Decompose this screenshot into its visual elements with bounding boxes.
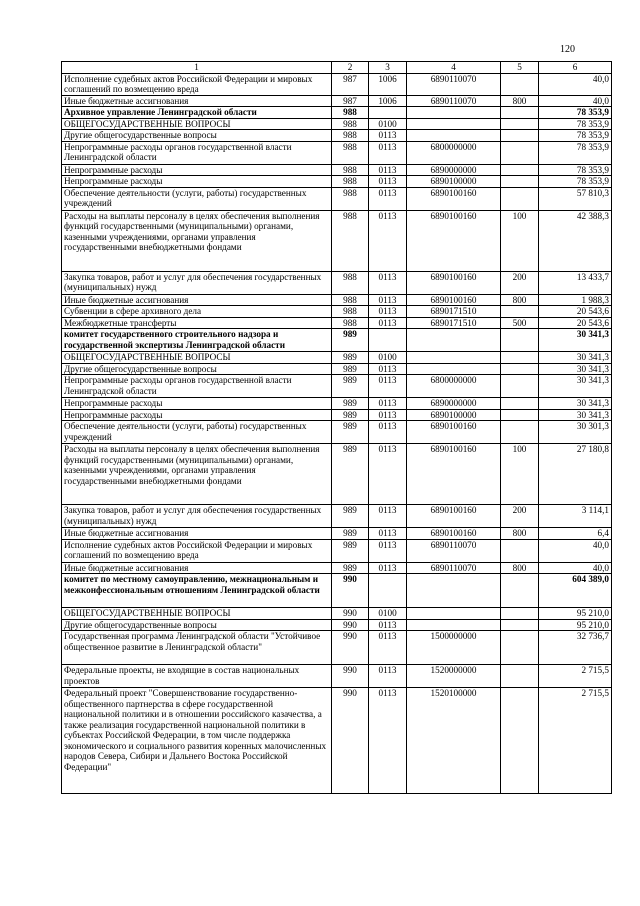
row-target-cell: 6890171510	[407, 306, 501, 318]
row-code-cell: 988	[332, 176, 369, 188]
row-name-cell: Непрограммные расходы	[62, 398, 332, 410]
row-name-cell: Расходы на выплаты персоналу в целях обеспечения выполнения функций государственными (муниципальными) органами, казенными учреждениями, органами управления государственными внебюджетными фондами	[62, 210, 332, 271]
row-section-cell: 0113	[369, 665, 407, 688]
row-code-cell: 990	[332, 619, 369, 631]
table-row	[62, 130, 612, 142]
column-header: 6	[539, 62, 612, 74]
row-amount-cell: 30 341,3	[539, 352, 612, 364]
row-target-cell	[407, 363, 501, 375]
table-row	[62, 363, 612, 375]
row-code-cell: 989	[332, 444, 369, 505]
row-expense-type-cell: 800	[501, 294, 539, 306]
row-expense-type-cell	[501, 187, 539, 210]
row-target-cell: 6890110070	[407, 73, 501, 95]
row-amount-cell: 20 543,6	[539, 306, 612, 318]
row-section-cell: 0113	[369, 421, 407, 444]
row-target-cell: 6890110070	[407, 539, 501, 562]
row-code-cell: 989	[332, 352, 369, 364]
row-target-cell: 1520100000	[407, 688, 501, 794]
row-name-cell: Непрограммные расходы	[62, 164, 332, 176]
row-name-cell: Федеральные проекты, не входящие в состав национальных проектов	[62, 665, 332, 688]
row-section-cell: 0113	[369, 271, 407, 294]
table-row	[62, 95, 612, 107]
row-amount-cell: 604 389,0	[539, 574, 612, 608]
row-name-cell: Непрограммные расходы органов государственной власти Ленинградской области	[62, 141, 332, 164]
row-expense-type-cell	[501, 665, 539, 688]
row-expense-type-cell	[501, 631, 539, 665]
row-code-cell: 989	[332, 539, 369, 562]
row-amount-cell: 30 341,3	[539, 398, 612, 410]
row-expense-type-cell	[501, 619, 539, 631]
table-row-section	[62, 574, 612, 608]
row-code-cell: 988	[332, 317, 369, 329]
table-row	[62, 562, 612, 574]
table-row	[62, 210, 612, 271]
row-target-cell	[407, 352, 501, 364]
row-code-cell: 989	[332, 409, 369, 421]
row-name-cell: Иные бюджетные ассигнования	[62, 528, 332, 540]
row-amount-cell: 40,0	[539, 562, 612, 574]
row-target-cell	[407, 574, 501, 608]
row-name-cell: Исполнение судебных актов Российской Федерации и мировых соглашений по возмещению вреда	[62, 73, 332, 95]
row-code-cell: 990	[332, 608, 369, 620]
row-amount-cell: 95 210,0	[539, 619, 612, 631]
table-row	[62, 164, 612, 176]
row-target-cell: 6890110070	[407, 562, 501, 574]
row-code-cell: 987	[332, 95, 369, 107]
row-expense-type-cell	[501, 73, 539, 95]
row-amount-cell: 2 715,5	[539, 665, 612, 688]
row-target-cell: 6890100160	[407, 294, 501, 306]
row-name-cell: Непрограммные расходы	[62, 176, 332, 188]
row-name-cell: ОБЩЕГОСУДАРСТВЕННЫЕ ВОПРОСЫ	[62, 118, 332, 130]
row-name-cell: Непрограммные расходы	[62, 409, 332, 421]
row-code-cell: 988	[332, 130, 369, 142]
row-code-cell: 989	[332, 329, 369, 352]
table-row	[62, 688, 612, 794]
row-section-cell: 0113	[369, 562, 407, 574]
row-name-cell: Иные бюджетные ассигнования	[62, 95, 332, 107]
row-amount-cell: 2 715,5	[539, 688, 612, 794]
table-row	[62, 352, 612, 364]
row-amount-cell: 40,0	[539, 95, 612, 107]
row-expense-type-cell	[501, 421, 539, 444]
row-amount-cell: 13 433,7	[539, 271, 612, 294]
row-amount-cell: 78 353,9	[539, 176, 612, 188]
row-target-cell: 1520000000	[407, 665, 501, 688]
row-expense-type-cell	[501, 574, 539, 608]
row-code-cell: 988	[332, 187, 369, 210]
row-expense-type-cell	[501, 164, 539, 176]
table-row	[62, 631, 612, 665]
row-code-cell: 988	[332, 164, 369, 176]
row-amount-cell: 95 210,0	[539, 608, 612, 620]
row-target-cell	[407, 107, 501, 119]
row-target-cell	[407, 118, 501, 130]
table-row	[62, 505, 612, 528]
row-expense-type-cell	[501, 329, 539, 352]
row-section-cell: 0113	[369, 528, 407, 540]
row-target-cell: 6890100160	[407, 421, 501, 444]
row-section-cell: 0113	[369, 444, 407, 505]
table-row	[62, 398, 612, 410]
row-expense-type-cell: 200	[501, 271, 539, 294]
row-name-cell: Другие общегосударственные вопросы	[62, 130, 332, 142]
row-expense-type-cell: 200	[501, 505, 539, 528]
table-row-section	[62, 107, 612, 119]
row-amount-cell: 30 341,3	[539, 363, 612, 375]
row-section-cell: 1006	[369, 73, 407, 95]
row-expense-type-cell: 800	[501, 528, 539, 540]
row-section-cell: 0113	[369, 375, 407, 398]
column-header: 3	[369, 62, 407, 74]
row-target-cell: 6890100160	[407, 271, 501, 294]
table-row	[62, 421, 612, 444]
row-name-cell: Закупка товаров, работ и услуг для обеспечения государственных (муниципальных) нужд	[62, 505, 332, 528]
row-amount-cell: 40,0	[539, 73, 612, 95]
row-section-cell: 0113	[369, 130, 407, 142]
row-name-cell: Закупка товаров, работ и услуг для обеспечения государственных (муниципальных) нужд	[62, 271, 332, 294]
page-number: 120	[560, 44, 575, 55]
table-row	[62, 73, 612, 95]
row-target-cell	[407, 329, 501, 352]
table-row	[62, 665, 612, 688]
table-row	[62, 409, 612, 421]
table-row	[62, 375, 612, 398]
table-row	[62, 528, 612, 540]
row-amount-cell: 3 114,1	[539, 505, 612, 528]
table-row	[62, 271, 612, 294]
row-name-cell: Другие общегосударственные вопросы	[62, 363, 332, 375]
row-expense-type-cell	[501, 375, 539, 398]
row-section-cell: 0113	[369, 688, 407, 794]
row-code-cell: 988	[332, 141, 369, 164]
row-amount-cell: 78 353,9	[539, 107, 612, 119]
column-header: 5	[501, 62, 539, 74]
row-section-cell: 0113	[369, 187, 407, 210]
row-amount-cell: 78 353,9	[539, 118, 612, 130]
row-name-cell: Иные бюджетные ассигнования	[62, 562, 332, 574]
row-code-cell: 989	[332, 398, 369, 410]
row-name-cell: Обеспечение деятельности (услуги, работы) государственных учреждений	[62, 421, 332, 444]
row-section-cell	[369, 107, 407, 119]
row-section-cell: 0113	[369, 306, 407, 318]
row-target-cell: 6890100160	[407, 505, 501, 528]
row-target-cell: 6890100000	[407, 176, 501, 188]
row-target-cell: 6890100160	[407, 210, 501, 271]
row-code-cell: 990	[332, 574, 369, 608]
row-target-cell	[407, 608, 501, 620]
row-target-cell: 6890171510	[407, 317, 501, 329]
row-name-cell: Субвенции в сфере архивного дела	[62, 306, 332, 318]
row-code-cell: 990	[332, 665, 369, 688]
row-code-cell: 990	[332, 631, 369, 665]
table-row	[62, 176, 612, 188]
row-code-cell: 988	[332, 306, 369, 318]
column-header: 1	[62, 62, 332, 74]
row-target-cell	[407, 619, 501, 631]
row-name-cell: Межбюджетные трансферты	[62, 317, 332, 329]
row-expense-type-cell	[501, 398, 539, 410]
row-code-cell: 989	[332, 421, 369, 444]
table-row	[62, 317, 612, 329]
row-amount-cell: 78 353,9	[539, 141, 612, 164]
row-expense-type-cell	[501, 352, 539, 364]
row-amount-cell: 32 736,7	[539, 631, 612, 665]
row-name-cell: комитет государственного строительного надзора и государственной экспертизы Ленинградской области	[62, 329, 332, 352]
row-expense-type-cell	[501, 688, 539, 794]
table-row	[62, 444, 612, 505]
row-expense-type-cell: 800	[501, 95, 539, 107]
row-section-cell	[369, 329, 407, 352]
row-expense-type-cell	[501, 118, 539, 130]
table-row-section	[62, 329, 612, 352]
table-row	[62, 187, 612, 210]
row-target-cell: 6800000000	[407, 375, 501, 398]
row-amount-cell: 30 341,3	[539, 329, 612, 352]
row-code-cell: 988	[332, 294, 369, 306]
row-section-cell: 1006	[369, 95, 407, 107]
row-code-cell: 988	[332, 118, 369, 130]
row-amount-cell: 30 341,3	[539, 409, 612, 421]
row-name-cell: Обеспечение деятельности (услуги, работы) государственных учреждений	[62, 187, 332, 210]
row-target-cell: 6890100000	[407, 409, 501, 421]
row-expense-type-cell	[501, 539, 539, 562]
row-target-cell: 6890000000	[407, 398, 501, 410]
table-header-row	[62, 62, 612, 74]
row-code-cell: 990	[332, 688, 369, 794]
row-section-cell: 0100	[369, 118, 407, 130]
table-row	[62, 539, 612, 562]
row-section-cell: 0113	[369, 317, 407, 329]
budget-table	[61, 61, 612, 794]
row-amount-cell: 27 180,8	[539, 444, 612, 505]
row-name-cell: Государственная программа Ленинградской области "Устойчивое общественное развитие в Ленинградской области"	[62, 631, 332, 665]
row-code-cell: 989	[332, 562, 369, 574]
row-section-cell: 0113	[369, 631, 407, 665]
row-expense-type-cell: 500	[501, 317, 539, 329]
row-code-cell: 988	[332, 210, 369, 271]
column-header: 4	[407, 62, 501, 74]
row-expense-type-cell	[501, 363, 539, 375]
row-amount-cell: 30 341,3	[539, 375, 612, 398]
row-amount-cell: 30 301,3	[539, 421, 612, 444]
row-name-cell: Непрограммные расходы органов государственной власти Ленинградской области	[62, 375, 332, 398]
row-expense-type-cell	[501, 409, 539, 421]
row-name-cell: ОБЩЕГОСУДАРСТВЕННЫЕ ВОПРОСЫ	[62, 352, 332, 364]
row-code-cell: 989	[332, 505, 369, 528]
row-name-cell: Иные бюджетные ассигнования	[62, 294, 332, 306]
row-target-cell: 6890000000	[407, 164, 501, 176]
row-target-cell: 6890100160	[407, 528, 501, 540]
row-target-cell: 1500000000	[407, 631, 501, 665]
row-expense-type-cell	[501, 107, 539, 119]
row-amount-cell: 78 353,9	[539, 164, 612, 176]
row-name-cell: комитет по местному самоуправлению, межнациональным и межконфессиональным отношениям Ленинградской области	[62, 574, 332, 608]
row-section-cell: 0100	[369, 608, 407, 620]
row-code-cell: 988	[332, 271, 369, 294]
row-target-cell: 6890100160	[407, 444, 501, 505]
table-body	[62, 73, 612, 794]
row-amount-cell: 1 988,3	[539, 294, 612, 306]
row-code-cell: 989	[332, 375, 369, 398]
table-row	[62, 608, 612, 620]
table-row	[62, 141, 612, 164]
row-expense-type-cell	[501, 130, 539, 142]
row-amount-cell: 20 543,6	[539, 317, 612, 329]
row-code-cell: 989	[332, 528, 369, 540]
table-row	[62, 118, 612, 130]
row-section-cell: 0113	[369, 539, 407, 562]
row-code-cell: 987	[332, 73, 369, 95]
row-amount-cell: 40,0	[539, 539, 612, 562]
row-expense-type-cell	[501, 306, 539, 318]
row-target-cell: 6890110070	[407, 95, 501, 107]
row-expense-type-cell	[501, 608, 539, 620]
row-target-cell: 6800000000	[407, 141, 501, 164]
row-expense-type-cell: 100	[501, 210, 539, 271]
row-name-cell: Федеральный проект "Совершенствование государственно-общественного партнерства в сфере государственной национальной политики и в отношении российского казачества, а также реализация государственной национальной политики в субъектах Российской Федерации, в том числе поддержка экономического и социального развития коренных малочисленных народов Севера, Сибири и Дальнего Востока Российской Федерации"	[62, 688, 332, 794]
table-row	[62, 619, 612, 631]
table-row	[62, 306, 612, 318]
row-name-cell: Исполнение судебных актов Российской Федерации и мировых соглашений по возмещению вреда	[62, 539, 332, 562]
row-name-cell: Расходы на выплаты персоналу в целях обеспечения выполнения функций государственными (муниципальными) органами, казенными учреждениями, органами управления государственными внебюджетными фондами	[62, 444, 332, 505]
row-section-cell: 0113	[369, 141, 407, 164]
row-name-cell: Другие общегосударственные вопросы	[62, 619, 332, 631]
table-row	[62, 294, 612, 306]
row-expense-type-cell	[501, 141, 539, 164]
row-section-cell: 0113	[369, 409, 407, 421]
row-section-cell: 0113	[369, 363, 407, 375]
row-expense-type-cell	[501, 176, 539, 188]
row-code-cell: 988	[332, 107, 369, 119]
row-section-cell: 0100	[369, 352, 407, 364]
row-amount-cell: 6,4	[539, 528, 612, 540]
row-name-cell: ОБЩЕГОСУДАРСТВЕННЫЕ ВОПРОСЫ	[62, 608, 332, 620]
row-section-cell: 0113	[369, 164, 407, 176]
row-section-cell: 0113	[369, 505, 407, 528]
row-target-cell: 6890100160	[407, 187, 501, 210]
row-section-cell: 0113	[369, 398, 407, 410]
row-amount-cell: 57 810,3	[539, 187, 612, 210]
row-section-cell: 0113	[369, 619, 407, 631]
column-header: 2	[332, 62, 369, 74]
row-section-cell	[369, 574, 407, 608]
row-expense-type-cell: 100	[501, 444, 539, 505]
row-amount-cell: 42 388,3	[539, 210, 612, 271]
row-section-cell: 0113	[369, 176, 407, 188]
row-name-cell: Архивное управление Ленинградской области	[62, 107, 332, 119]
row-section-cell: 0113	[369, 210, 407, 271]
row-code-cell: 989	[332, 363, 369, 375]
row-target-cell	[407, 130, 501, 142]
row-amount-cell: 78 353,9	[539, 130, 612, 142]
row-expense-type-cell: 800	[501, 562, 539, 574]
row-section-cell: 0113	[369, 294, 407, 306]
